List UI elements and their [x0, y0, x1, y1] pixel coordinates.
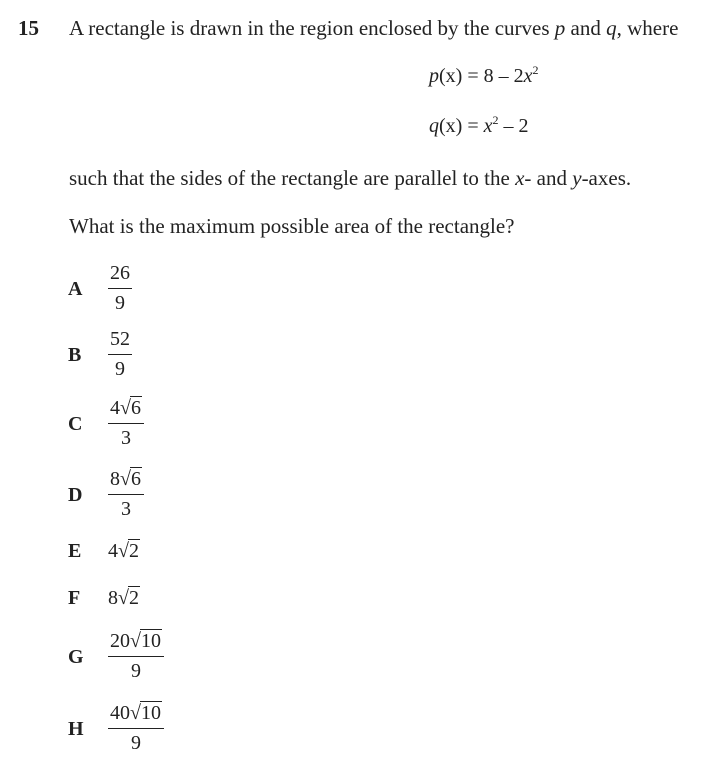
- option-value: $\frac{20√10}{9}$: [108, 630, 164, 683]
- var-q: q: [606, 16, 617, 40]
- option-value: $\frac{40√10}{9}$: [108, 702, 164, 755]
- option-letter: F: [68, 587, 81, 609]
- option-value: $\frac{52}{9}$: [110, 328, 130, 380]
- option-letter: A: [68, 278, 83, 300]
- option-a[interactable]: [68, 262, 208, 322]
- question-number: 15: [18, 16, 39, 40]
- option-letter: E: [68, 540, 82, 562]
- option-b[interactable]: [68, 328, 208, 388]
- equation-q: $q(x) = x^2 - 2$: [429, 113, 529, 137]
- option-g[interactable]: [68, 630, 208, 692]
- option-d[interactable]: [68, 468, 208, 530]
- option-value: $\frac{4√6}{3}$: [108, 397, 144, 450]
- option-value: $\frac{26}{9}$: [110, 262, 130, 314]
- option-letter: C: [68, 413, 83, 435]
- question-prompt: What is the maximum possible area of the rectangle?: [69, 214, 515, 238]
- option-letter: G: [68, 646, 84, 668]
- option-f[interactable]: [68, 587, 208, 615]
- var-p: p: [554, 16, 566, 40]
- option-value: $\frac{8√6}{3}$: [108, 468, 144, 521]
- option-value: 8√2: [108, 587, 139, 609]
- option-letter: D: [68, 484, 83, 506]
- condition-text: such that the sides of the rectangle are parallel to the x- and y-axes.: [69, 166, 632, 190]
- option-letter: B: [68, 344, 82, 366]
- option-value: 4√2: [108, 540, 139, 562]
- option-e[interactable]: [68, 540, 208, 568]
- option-letter: H: [68, 718, 84, 740]
- equation-p: $p(x) = 8 - 2x^2$: [429, 63, 539, 87]
- question-stem: A rectangle is drawn in the region enclosed by the curves p and q, where: [69, 16, 679, 40]
- option-c[interactable]: [68, 397, 208, 459]
- option-h[interactable]: [68, 702, 208, 764]
